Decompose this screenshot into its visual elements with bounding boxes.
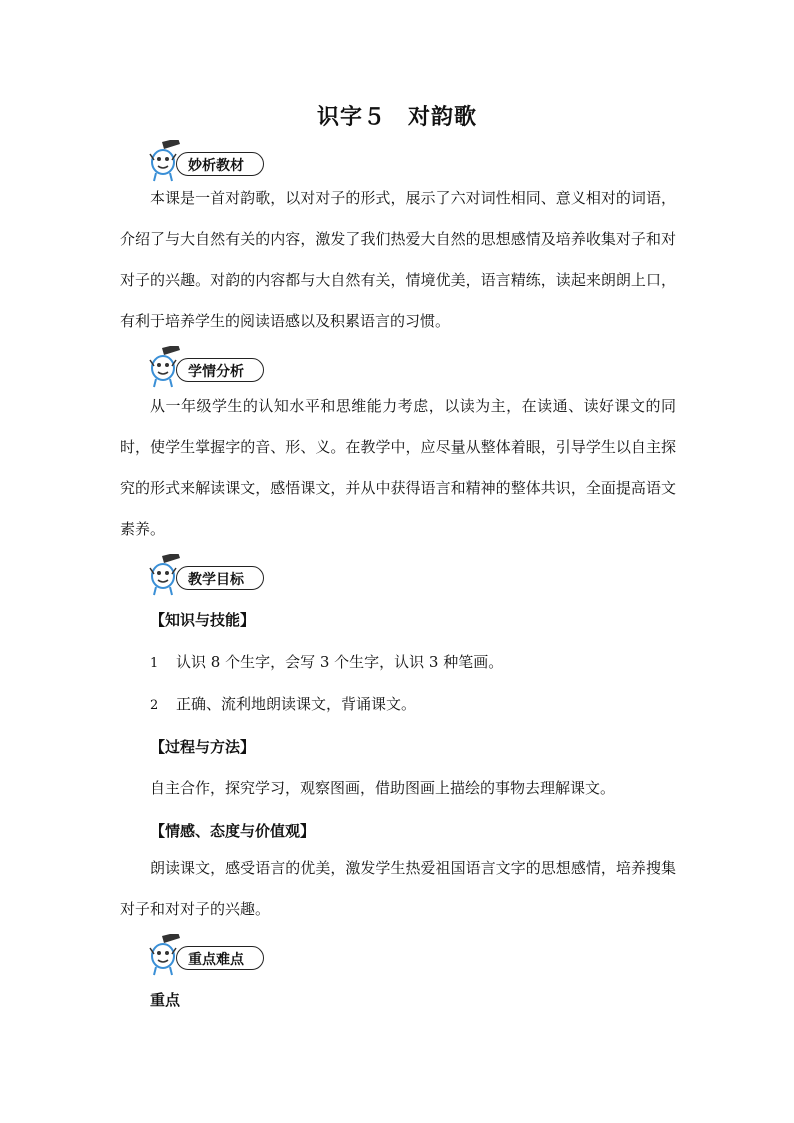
knowledge-item — [150, 693, 416, 714]
heading-label: 教学目标 — [188, 572, 244, 588]
process-title: 【过程与方法】 — [150, 738, 256, 756]
section-heading-learners — [148, 346, 268, 388]
title-part1: 识字５ — [316, 105, 386, 130]
process-text: 自主合作，探究学习，观察图画，借助图画上描绘的事物去理解课文。 — [150, 779, 616, 797]
title-part2: 对韵歌 — [408, 105, 478, 130]
section-heading-textbook — [148, 140, 268, 182]
item-text: 正确、流利地朗读课文，背诵课文。 — [176, 695, 417, 713]
knowledge-title: 【知识与技能】 — [150, 611, 256, 629]
page-title — [0, 100, 794, 131]
item-number: 1 — [150, 656, 159, 671]
heading-label: 学情分析 — [188, 364, 244, 380]
emotion-paragraph: 朗读课文，感受语言的优美，激发学生热爱祖国语言文字的思想感情，培养搜集对子和对对子的兴趣。 — [120, 859, 676, 918]
knowledge-item — [150, 651, 503, 672]
section-heading-goals — [148, 554, 268, 596]
heading-label: 妙析教材 — [188, 158, 244, 174]
section-heading-keypoints — [148, 934, 268, 976]
textbook-paragraph: 本课是一首对韵歌，以对对子的形式，展示了六对词性相同、意义相对的词语，介绍了与大自然有关的内容，激发了我们热爱大自然的思想感情及培养收集对子和对对子的兴趣。对韵的内容都与大自然有关，情境优美，语言精练，读起来朗朗上口，有利于培养学生的阅读语感以及积累语言的习惯。 — [120, 189, 676, 330]
item-number: 2 — [150, 698, 159, 713]
keypoints-label: 重点 — [150, 991, 181, 1009]
item-text: 认识 8 个生字，会写 3 个生字，认识 3 种笔画。 — [176, 653, 504, 671]
learners-paragraph: 从一年级学生的认知水平和思维能力考虑，以读为主，在读通、读好课文的同时，使学生掌握字的音、形、义。在教学中，应尽量从整体着眼，引导学生以自主探究的形式来解读课文，感悟课文，并从中获得语言和精神的整体共识，全面提高语文素养。 — [120, 397, 676, 538]
emotion-title: 【情感、态度与价值观】 — [150, 822, 316, 840]
heading-label: 重点难点 — [188, 952, 244, 968]
